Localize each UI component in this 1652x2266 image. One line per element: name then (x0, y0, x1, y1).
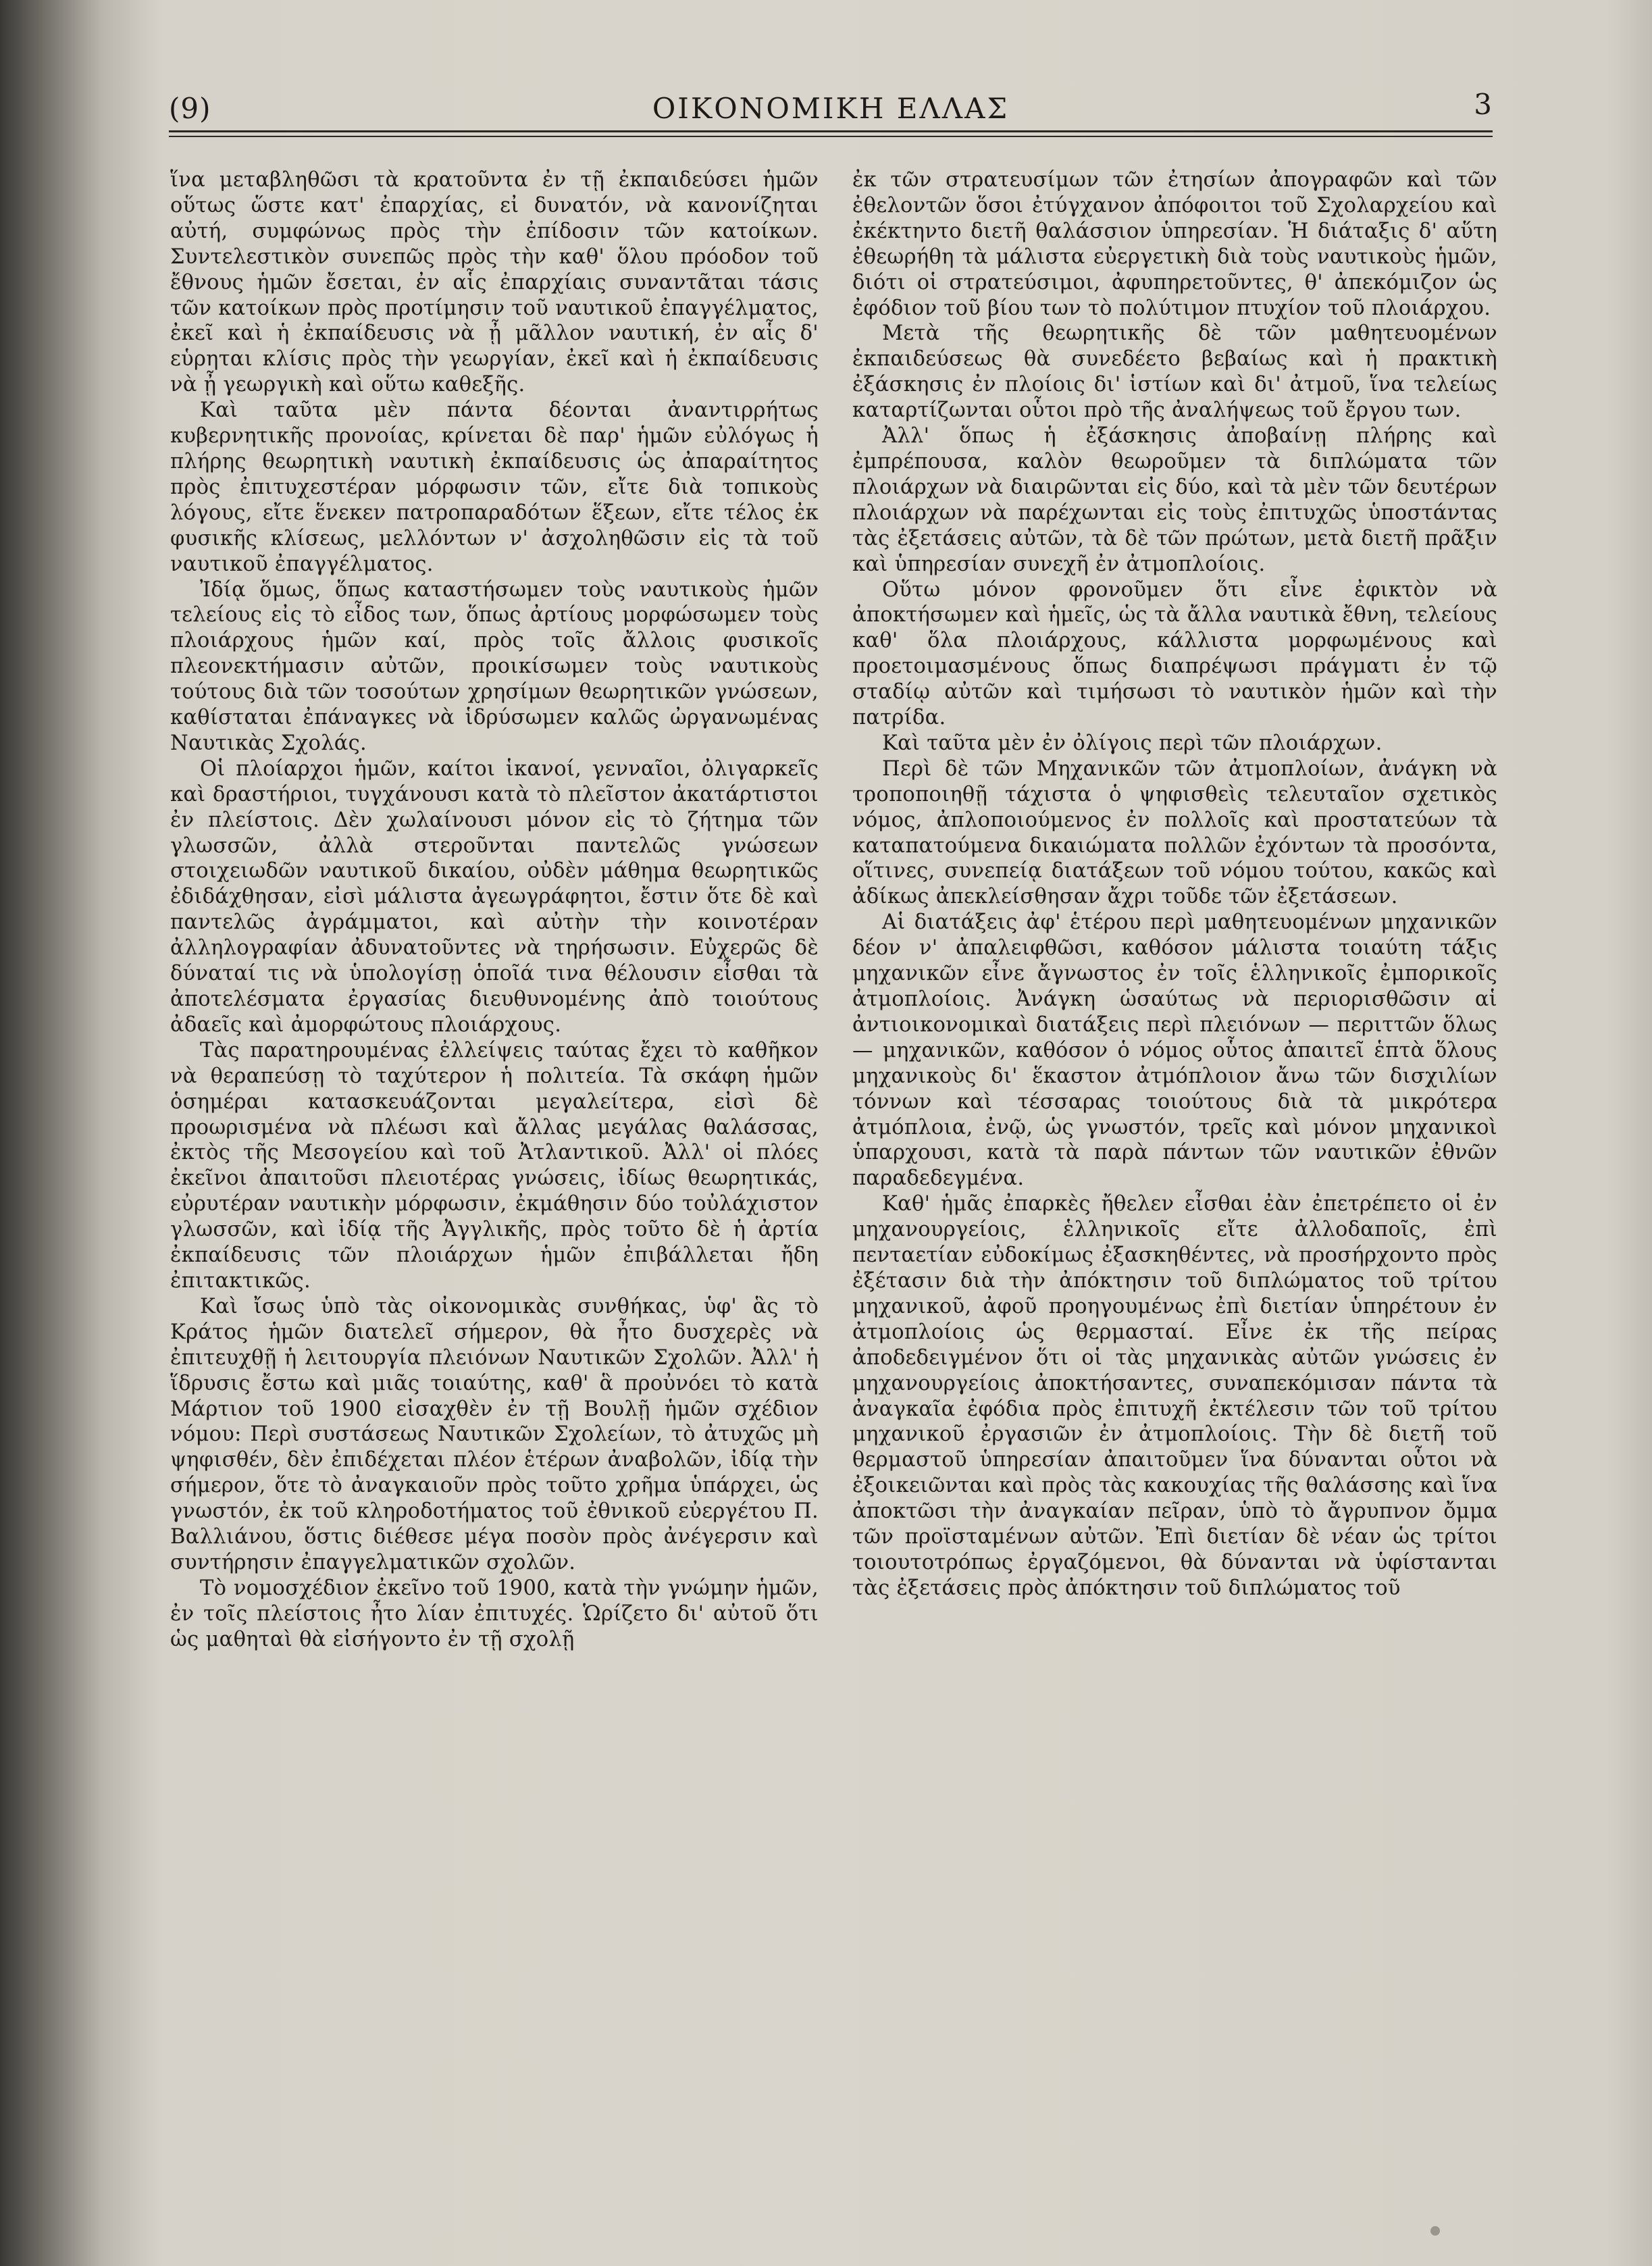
right-column (852, 168, 1497, 1601)
journal-title: ΟΙΚΟΝΟΜΙΚΗ ΕΛΛΑΣ (652, 92, 1010, 125)
paragraph: ἐκ τῶν στρατευσίμων τῶν ἐτησίων ἀπογραφῶν καὶ τῶν ἐθελοντῶν ὅσοι ἐτύγχανον ἀπόφοιτοι τοῦ Σχολαρχείου καὶ ἐκέκτηντο διετῆ θαλάσσιον ὑπηρεσίαν. Ἡ διάταξις δ' αὕτη ἐθεωρήθη τὰ μάλιστα εὐεργετικὴ διὰ τοὺς ναυτικοὺς ἡμῶν, διότι οἱ στρατεύσιμοι, ἀφυπηρετοῦντες, θ' ἀπεκόμιζον ὡς ἐφόδιον τοῦ βίου των τὸ πολύτιμον πτυχίον τοῦ πλοιάρχου. (852, 168, 1497, 320)
paragraph: Ἀλλ' ὅπως ἡ ἐξάσκησις ἀποβαίνῃ πλήρης καὶ ἐμπρέπουσα, καλὸν θεωροῦμεν τὰ διπλώματα τῶν πλοιάρχων νὰ διαιρῶνται εἰς δύο, καὶ τὰ μὲν τῶν δευτέρων πλοιάρχων νὰ παρέχωνται εἰς τοὺς ἐπιτυχῶς ὑποστάντας τὰς ἐξετάσεις αὐτῶν, τὰ δὲ τῶν πρώτων, μετὰ διετῆ πρᾶξιν καὶ ὑπηρεσίαν συνεχῆ ἐν ἀτμοπλοίοις. (852, 424, 1497, 576)
left-column (170, 168, 819, 1653)
paragraph: Καὶ ταῦτα μὲν ἐν ὀλίγοις περὶ τῶν πλοιάρχων. (882, 731, 1383, 755)
paragraph: Ἰδίᾳ ὅμως, ὅπως καταστήσωμεν τοὺς ναυτικοὺς ἡμῶν τελείους εἰς τὸ εἶδος των, ὅπως ἀρτίους μορφώσωμεν τοὺς πλοιάρχους ἡμῶν καί, πρὸς τοῖς ἄλλοις φυσικοῖς πλεονεκτήμασιν αὐτῶν, προικίσωμεν τοὺς ναυτικοὺς τούτους διὰ τῶν τοσούτων χρησίμων θεωρητικῶν γνώσεων, καθίσταται ἐπάναγκες νὰ ἱδρύσωμεν καλῶς ὠργανωμένας Ναυτικὰς Σχολάς. (170, 577, 819, 755)
paragraph: ἵνα μεταβληθῶσι τὰ κρατοῦντα ἐν τῇ ἐκπαιδεύσει ἡμῶν οὕτως ὥστε κατ' ἐπαρχίας, εἰ δυνατόν, νὰ κανονίζηται αὐτή, συμφώνως πρὸς τὴν ἐπίδοσιν τῶν κατοίκων. Συντελεστικὸν συνεπῶς πρὸς τὴν καθ' ὅλου πρόοδον τοῦ ἔθνους ἡμῶν ἔσεται, ἐν αἷς ἐπαρχίαις συναντᾶται τάσις τῶν κατοίκων πρὸς προτίμησιν τοῦ ναυτικοῦ ἐπαγγέλματος, ἐκεῖ καὶ ἡ ἐκπαίδευσις νὰ ᾖ μᾶλλον ναυτική, ἐν αἷς δ' εὑρηται κλίσις πρὸς τὴν γεωργίαν, ἐκεῖ καὶ ἡ ἐκπαίδευσις νὰ ᾖ γεωργικὴ καὶ οὕτω καθεξῆς. (170, 168, 819, 397)
paragraph: Οἱ πλοίαρχοι ἡμῶν, καίτοι ἱκανοί, γενναῖοι, ὀλιγαρκεῖς καὶ δραστήριοι, τυγχάνουσι κατὰ τὸ πλεῖστον ἀκατάρτιστοι ἐν πλείστοις. Δὲν χωλαίνουσι μόνον εἰς τὸ ζήτημα τῶν γλωσσῶν, ἀλλὰ στεροῦνται παντελῶς γνώσεων στοιχειωδῶν ναυτικοῦ δικαίου, οὐδὲν μάθημα θεωρητικῶς ἐδιδάχθησαν, εἰσὶ μάλιστα ἀγεωγράφητοι, ἔστιν ὅτε δὲ καὶ παντελῶς ἀγράμματοι, καὶ αὐτὴν τὴν κοινοτέραν ἀλληλογραφίαν ἀδυνατοῦντες νὰ τηρήσωσιν. Εὐχερῶς δὲ δύναταί τις νὰ ὑπολογίσῃ ὁποῖά τινα θέλουσιν εἶσθαι τὰ ἀποτελέσματα ἐργασίας διευθυνομένης ἀπὸ τοιούτους ἀδαεῖς καὶ ἀμορφώτους πλοιάρχους. (170, 756, 819, 1037)
paragraph: Οὕτω μόνον φρονοῦμεν ὅτι εἶνε ἐφικτὸν νὰ ἀποκτήσωμεν καὶ ἡμεῖς, ὡς τὰ ἄλλα ναυτικὰ ἔθνη, τελείους καθ' ὅλα πλοιάρχους, κάλλιστα μορφωμένους καὶ προετοιμασμένους ὅπως διαπρέψωσι πράγματι ἐν τῷ σταδίῳ αὐτῶν καὶ τιμήσωσι τὸ ναυτικὸν ἡμῶν καὶ τὴν πατρίδα. (852, 577, 1497, 730)
header-rule-bottom (169, 136, 1493, 137)
running-header (169, 88, 1493, 128)
page-number-left: (9) (169, 92, 211, 125)
paragraph: Περὶ δὲ τῶν Μηχανικῶν τῶν ἀτμοπλοίων, ἀνάγκη νὰ τροποποιηθῇ τάχιστα ὁ ψηφισθεὶς τελευταῖον σχετικὸς νόμος, ἀπλοποιούμενος ἐν πολλοῖς καὶ προστατεύων τὰ καταπατούμενα δικαιώματα πολλῶν ἐχόντων τὰ προσόντα, οἵτινες, συνεπείᾳ διατάξεων τοῦ νόμου τούτου, κακῶς καὶ ἀδίκως ἀπεκλείσθησαν ἄχρι τοῦδε τῶν ἐξετάσεων. (852, 756, 1497, 909)
paragraph: Μετὰ τῆς θεωρητικῆς δὲ τῶν μαθητευομένων ἐκπαιδεύσεως θὰ συνεδέετο βεβαίως καὶ ἡ πρακτικὴ ἐξάσκησις ἐν πλοίοις δι' ἱστίων καὶ δι' ἀτμοῦ, ἵνα τελείως καταρτίζωνται οὗτοι πρὸ τῆς ἀναλήψεως τοῦ ἔργου των. (852, 321, 1497, 423)
paragraph: Τὸ νομοσχέδιον ἐκεῖνο τοῦ 1900, κατὰ τὴν γνώμην ἡμῶν, ἐν τοῖς πλείστοις ἦτο λίαν ἐπιτυχές. Ὡρίζετο δι' αὐτοῦ ὅτι ὡς μαθηταὶ θὰ εἰσήγοντο ἐν τῇ σχολῇ (170, 1576, 819, 1651)
paragraph: Καὶ ταῦτα μὲν πάντα δέονται ἀναντιρρήτως κυβερνητικῆς προνοίας, κρίνεται δὲ παρ' ἡμῶν εὐλόγως ἡ πλήρης θεωρητικὴ ναυτικὴ ἐκπαίδευσις ὡς ἀπαραίτητος πρὸς ἐπιτυχεστέραν μόρφωσιν τῶν, εἴτε διὰ τοπικοὺς λόγους, εἴτε ἕνεκεν πατροπαραδότων ἕξεων, εἴτε τέλος ἐκ φυσικῆς κλίσεως, μελλόντων ν' ἀσχοληθῶσιν εἰς τὰ τοῦ ναυτικοῦ ἐπαγγέλματος. (170, 398, 819, 576)
page-number-right: 3 (1474, 88, 1493, 121)
paragraph: Καθ' ἡμᾶς ἐπαρκὲς ἤθελεν εἶσθαι ἐὰν ἐπετρέπετο οἱ ἐν μηχανουργείοις, ἑλληνικοῖς εἴτε ἀλλοδαποῖς, ἐπὶ πενταετίαν εὐδοκίμως ἐξασκηθέντες, νὰ προσήρχοντο πρὸς ἐξέτασιν διὰ τὴν ἀπόκτησιν τοῦ διπλώματος τοῦ τρίτου μηχανικοῦ, ἀφοῦ προηγουμένως ἐπὶ διετίαν ὑπηρέτουν ἐν ἀτμοπλοίοις ὡς θερμασταί. Εἶνε ἐκ τῆς πείρας ἀποδεδειγμένον ὅτι οἱ τὰς μηχανικὰς αὐτῶν γνώσεις ἐν μηχανουργείοις ἀποκτήσαντες, συναπεκόμισαν πάντα τὰ ἀναγκαῖα ἐφόδια πρὸς ἐπιτυχῆ ἐκτέλεσιν τῶν τοῦ τρίτου μηχανικοῦ ἐργασιῶν ἐν ἀτμοπλοίοις. Τὴν δὲ διετῆ τοῦ θερμαστοῦ ὑπηρεσίαν ἀπαιτοῦμεν ἵνα δύνανται οὗτοι νὰ ἐξοικειῶνται καὶ πρὸς τὰς κακουχίας τῆς θαλάσσης καὶ ἵνα ἀποκτῶσι τὴν ἀναγκαίαν πεῖραν, ὑπὸ τὸ ἄγρυπνον ὄμμα τῶν προϊσταμένων αὐτῶν. Ἐπὶ διετίαν δὲ νέαν ὡς τρίτοι τοιουτοτρόπως ἐργαζόμενοι, θὰ δύνανται νὰ ὑφίστανται τὰς ἐξετάσεις πρὸς ἀπόκτησιν τοῦ διπλώματος τοῦ (852, 1192, 1497, 1600)
paragraph: Καὶ ἴσως ὑπὸ τὰς οἰκονομικὰς συνθήκας, ὑφ' ἃς τὸ Κράτος ἡμῶν διατελεῖ σήμερον, θὰ ἦτο δυσχερὲς νὰ ἐπιτευχθῇ ἡ λειτουργία πλειόνων Ναυτικῶν Σχολῶν. Ἀλλ' ἡ ἵδρυσις ἔστω καὶ μιᾶς τοιαύτης, καθ' ἃ προὐνόει τὸ κατὰ Μάρτιον τοῦ 1900 εἰσαχθὲν ἐν τῇ Βουλῇ ἡμῶν σχέδιον νόμου: Περὶ συστάσεως Ναυτικῶν Σχολείων, τὸ ἀτυχῶς μὴ ψηφισθέν, δὲν ἐπιδέχεται πλέον ἑτέρων ἀναβολῶν, ἰδίᾳ τὴν σήμερον, ὅτε τὸ ἀναγκαιοῦν πρὸς τοῦτο χρῆμα ὑπάρχει, ὡς γνωστόν, ἐκ τοῦ κληροδοτήματος τοῦ ἐθνικοῦ εὐεργέτου Π. Βαλλιάνου, ὅστις διέθεσε μέγα ποσὸν πρὸς ἀνέγερσιν καὶ συντήρησιν ἐπαγγελματικῶν σχολῶν. (170, 1294, 819, 1574)
paragraph: Τὰς παρατηρουμένας ἐλλείψεις ταύτας ἔχει τὸ καθῆκον νὰ θεραπεύσῃ τὸ ταχύτερον ἡ πολιτεία. Τὰ σκάφη ἡμῶν ὁσημέραι κατασκευάζονται μεγαλείτερα, εἰσὶ δὲ προωρισμένα νὰ πλέωσι καὶ ἄλλας μεγάλας θαλάσσας, ἐκτὸς τῆς Μεσογείου καὶ τοῦ Ἀτλαντικοῦ. Ἀλλ' οἱ πλόες ἐκεῖνοι ἀπαιτοῦσι πλειοτέρας γνώσεις, ἰδίως θεωρητικάς, εὐρυτέραν ναυτικὴν μόρφωσιν, ἐκμάθησιν δύο τοὐλάχιστον γλωσσῶν, καὶ ἰδίᾳ τῆς Ἀγγλικῆς, πρὸς τοῦτο δὲ ἡ ἀρτία ἐκπαίδευσις τῶν πλοιάρχων ἡμῶν ἐπιβάλλεται ἤδη ἐπιτακτικῶς. (170, 1038, 819, 1293)
paragraph: Αἱ διατάξεις ἀφ' ἑτέρου περὶ μαθητευομένων μηχανικῶν δέον ν' ἀπαλειφθῶσι, καθόσον μάλιστα τοιαύτη τάξις μηχανικῶν εἶνε ἄγνωστος ἐν τοῖς ἑλληνικοῖς ἐμπορικοῖς ἀτμοπλοίοις. Ἀνάγκη ὡσαύτως νὰ περιορισθῶσιν αἱ ἀντιοικονομικαὶ διατάξεις περὶ πλειόνων — περιττῶν ὅλως — μηχανικῶν, καθόσον ὁ νόμος οὗτος ἀπαιτεῖ ἑπτὰ ὅλους μηχανικοὺς δι' ἕκαστον ἀτμόπλοιον ἄνω τῶν δισχιλίων τόννων καὶ τέσσαρας τοιούτους διὰ τὰ μικρότερα ἀτμόπλοια, ἐνῷ, ὡς γνωστόν, τρεῖς καὶ μόνον μηχανικοὶ ὑπαρχουσι, κατὰ τὰ παρὰ πάντων τῶν ναυτικῶν ἐθνῶν παραδεδεγμένα. (852, 910, 1497, 1191)
header-rule-top (169, 130, 1493, 132)
paper-stain (1430, 2226, 1440, 2236)
